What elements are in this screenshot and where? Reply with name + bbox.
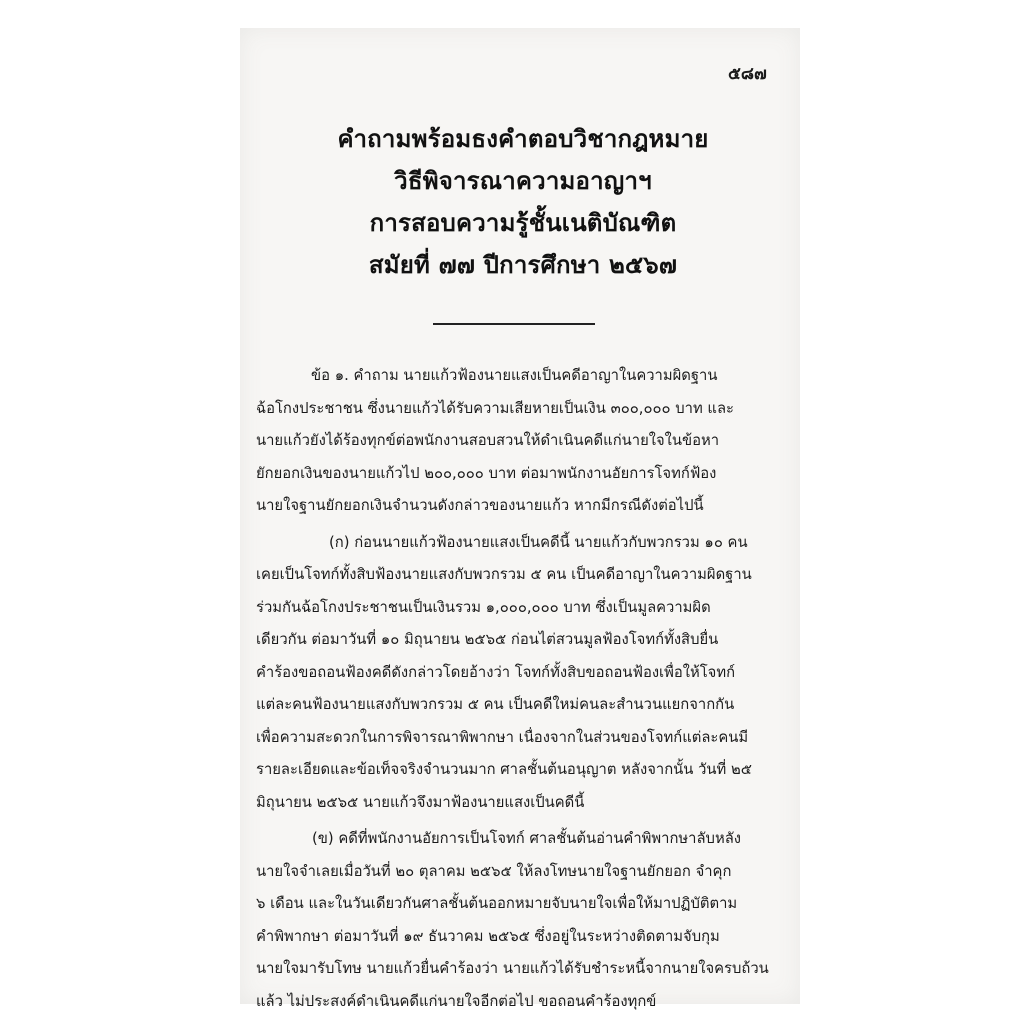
- part-b-line: (ข) คดีที่พนักงานอัยการเป็นโจทก์ ศาลชั้นต้นอ่านคำพิพากษาลับหลัง: [312, 830, 741, 847]
- part-b-line: คำพิพากษา ต่อมาวันที่ ๑๙ ธันวาคม ๒๕๖๕ ซึ่งอยู่ในระหว่างติดตามจับกุม: [256, 927, 720, 945]
- title-block: [300, 118, 746, 286]
- question-1-line: ข้อ ๑. คำถาม นายแก้วฟ้องนายแสงเป็นคดีอาญาในความผิดฐาน: [311, 367, 718, 384]
- title-underline-divider: [433, 323, 595, 325]
- part-a-line: รายละเอียดและข้อเท็จจริงจำนวนมาก ศาลชั้นต้นอนุญาต หลังจากนั้น วันที่ ๒๕: [256, 761, 752, 778]
- part-a-line: แต่ละคนฟ้องนายแสงกับพวกรวม ๕ คน เป็นคดีใหม่คนละสำนวนแยกจากกัน: [256, 696, 735, 713]
- part-b-line: นายใจจำเลยเมื่อวันที่ ๒๐ ตุลาคม ๒๕๖๕ ให้ลงโทษนายใจฐานยักยอก จำคุก: [256, 862, 732, 880]
- part-a-line: เพื่อความสะดวกในการพิจารณาพิพากษา เนื่องจากในส่วนของโจทก์แต่ละคนมี: [256, 728, 749, 746]
- part-a-line: มิถุนายน ๒๕๖๕ นายแก้วจึงมาฟ้องนายแสงเป็นคดีนี้: [256, 793, 585, 811]
- title-line-4: สมัยที่ ๗๗ ปีการศึกษา ๒๕๖๗: [368, 251, 678, 279]
- title-line-2: วิธีพิจารณาความอาญาฯ: [394, 167, 652, 195]
- part-a-line: ร่วมกันฉ้อโกงประชาชนเป็นเงินรวม ๑,๐๐๐,๐๐๐ บาท ซึ่งเป็นมูลความผิด: [256, 598, 711, 616]
- part-a-line: (ก) ก่อนนายแก้วฟ้องนายแสงเป็นคดีนี้ นายแก้วกับพวกรวม ๑๐ คน: [329, 533, 748, 551]
- part-a-paragraph: [256, 527, 776, 820]
- part-a-line: เคยเป็นโจทก์ทั้งสิบฟ้องนายแสงกับพวกรวม ๕ คน เป็นคดีอาญาในความผิดฐาน: [256, 566, 752, 583]
- part-a-line: คำร้องขอถอนฟ้องคดีดังกล่าวโดยอ้างว่า โจทก์ทั้งสิบขอถอนฟ้องเพื่อให้โจทก์: [256, 663, 736, 681]
- page-number: ๕๘๗: [728, 64, 767, 84]
- question-body: [256, 360, 776, 1018]
- title-line-3: การสอบความรู้ชั้นเนติบัณฑิต: [369, 209, 677, 237]
- question-1-paragraph: [256, 360, 776, 523]
- question-1-line: นายแก้วยังได้ร้องทุกข์ต่อพนักงานสอบสวนให้ดำเนินคดีแก่นายใจในข้อหา: [256, 432, 720, 449]
- part-b-line: นายใจมารับโทษ นายแก้วยื่นคำร้องว่า นายแก้วได้รับชำระหนี้จากนายใจครบถ้วน: [256, 960, 769, 977]
- question-1-line: นายใจฐานยักยอกเงินจำนวนดังกล่าวของนายแก้ว หากมีกรณีดังต่อไปนี้: [256, 497, 704, 514]
- title-line-1: คำถามพร้อมธงคำตอบวิชากฎหมาย: [337, 125, 709, 153]
- part-a-line: เดียวกัน ต่อมาวันที่ ๑๐ มิถุนายน ๒๕๖๕ ก่อนไต่สวนมูลฟ้องโจทก์ทั้งสิบยื่น: [256, 631, 719, 648]
- part-b-line: ๖ เดือน และในวันเดียวกันศาลชั้นต้นออกหมายจับนายใจเพื่อให้มาปฏิบัติตาม: [256, 895, 738, 912]
- question-1-line: ยักยอกเงินของนายแก้วไป ๒๐๐,๐๐๐ บาท ต่อมาพนักงานอัยการโจทก์ฟ้อง: [256, 464, 717, 482]
- question-1-line: ฉ้อโกงประชาชน ซึ่งนายแก้วได้รับความเสียหายเป็นเงิน ๓๐๐,๐๐๐ บาท และ: [256, 399, 734, 417]
- part-b-paragraph: [256, 823, 776, 1018]
- part-b-line: แล้ว ไม่ประสงค์ดำเนินคดีแก่นายใจอีกต่อไป ขอถอนคำร้องทุกข์: [256, 992, 657, 1010]
